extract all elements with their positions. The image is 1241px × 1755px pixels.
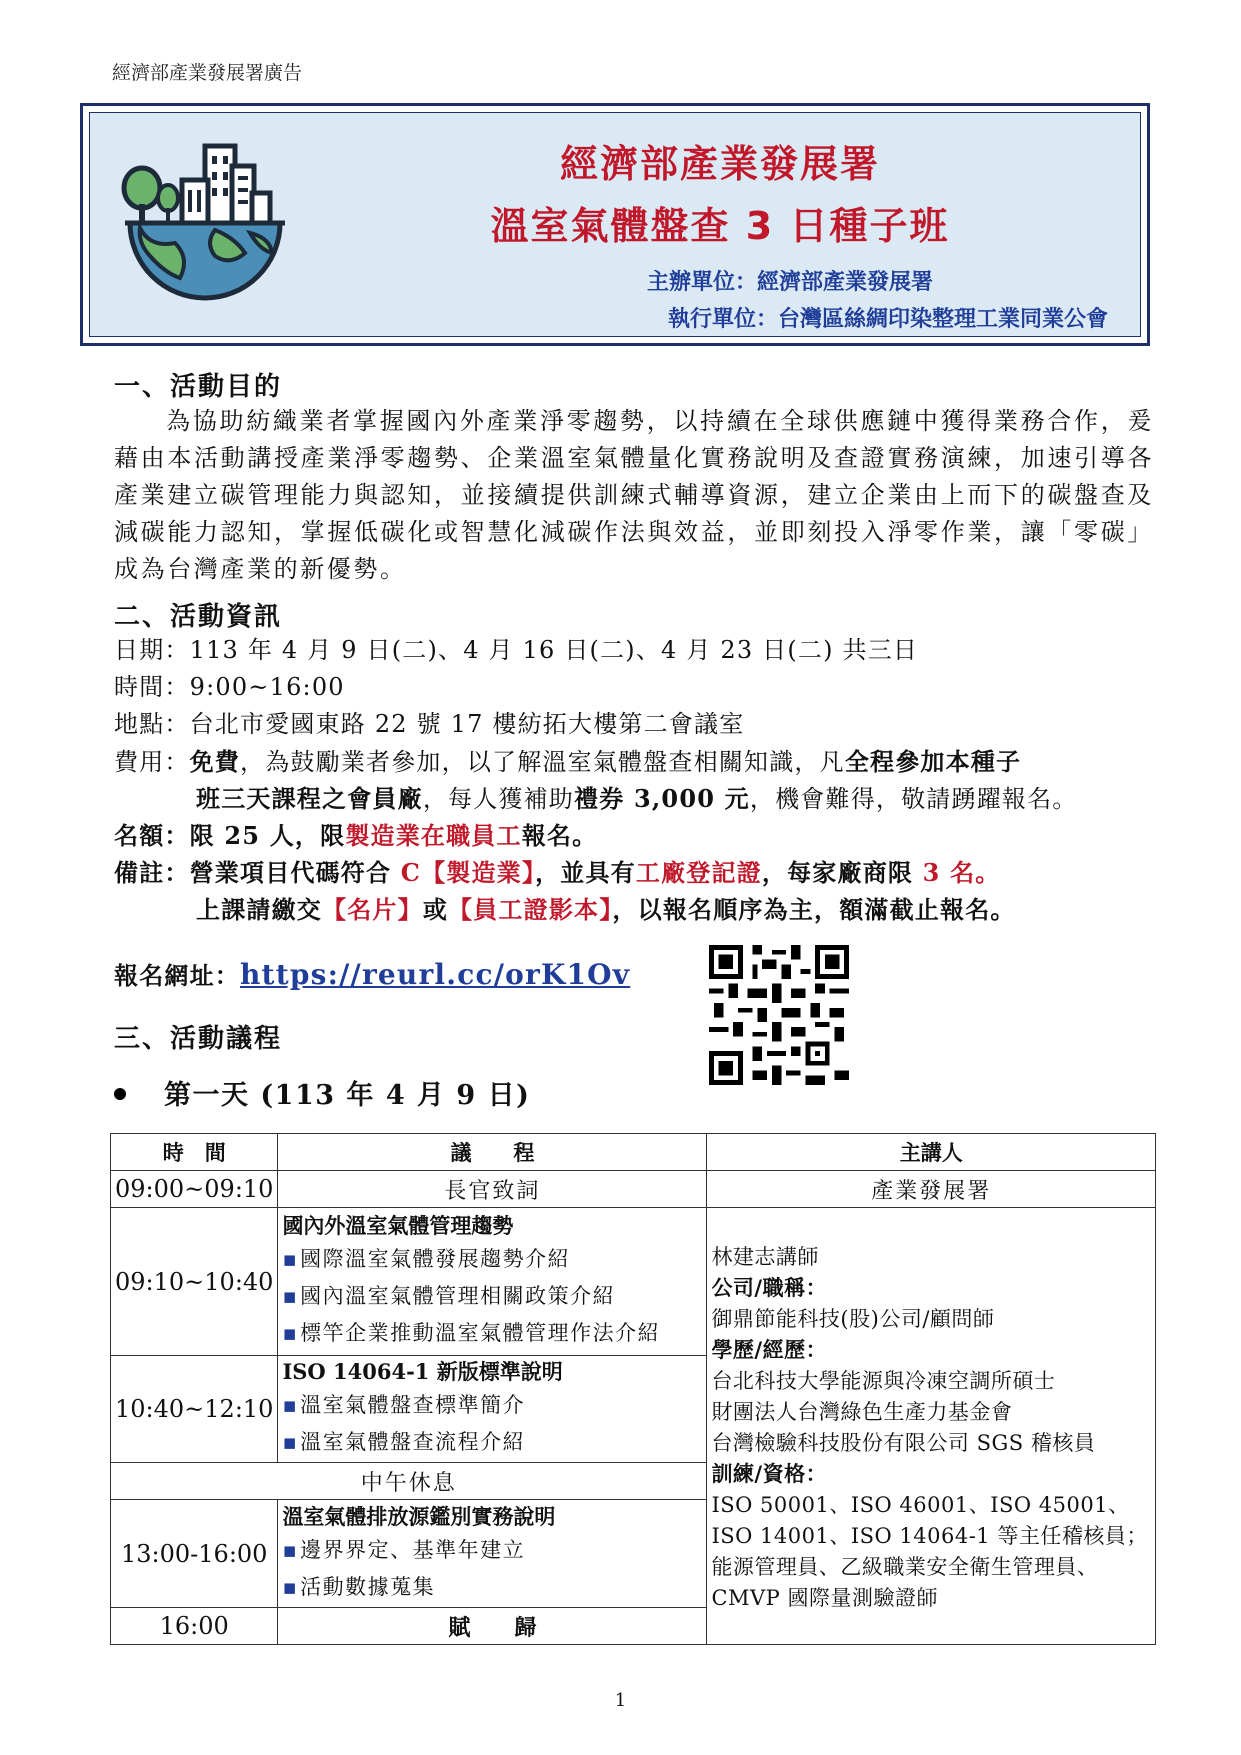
program-item-text: 活動數據蒐集: [300, 1574, 436, 1599]
header-program: 議 程: [278, 1134, 707, 1171]
section2-heading: 二、活動資訊: [114, 602, 283, 632]
event-remark-cont: [196, 891, 1016, 928]
remark-limit: 3 名。: [922, 858, 1001, 887]
section1-body: [114, 403, 1154, 588]
row-program: [278, 1500, 707, 1608]
table-header-row: [111, 1134, 1156, 1171]
row-program: 長官致詞: [278, 1171, 707, 1208]
row-time: 16:00: [111, 1608, 278, 1645]
quota-restriction: 製造業在職員工: [345, 821, 522, 850]
page-number: 1: [614, 1690, 627, 1711]
header-speaker: 主講人: [707, 1134, 1156, 1171]
day1-label: 第一天 (113 年 4 月 9 日): [164, 1080, 531, 1111]
event-fee-cont: [196, 780, 1078, 818]
program-item: ▪國際溫室氣體發展趨勢介紹: [282, 1247, 571, 1271]
section3-heading: 三、活動議程: [114, 1024, 283, 1054]
row-program: [278, 1208, 707, 1356]
row-speaker: 產業發展署: [707, 1171, 1156, 1208]
speaker-edu2: 財團法人台灣綠色生產力基金會: [711, 1400, 1013, 1424]
speaker-edu-label: 學歷/經歷：: [711, 1338, 828, 1362]
program-item-text: 溫室氣體盤查標準簡介: [300, 1393, 526, 1417]
remark-mid: ，並具有: [535, 858, 636, 887]
program-item-text: 標竿企業推動溫室氣體管理作法介紹: [300, 1321, 661, 1345]
speaker-company: 御鼎節能科技(股)公司/顧問師: [711, 1307, 995, 1331]
signup-label: 報名網址：: [114, 961, 240, 990]
remark-factory-cert: 工廠登記證: [635, 858, 762, 887]
table-row: [111, 1171, 1156, 1208]
event-quota: [114, 817, 597, 854]
organizer-unit: 主辦單位：經濟部產業發展署: [646, 270, 933, 295]
speaker-name: 林建志講師: [711, 1245, 819, 1269]
table-row: [111, 1208, 1156, 1356]
speaker-cert: ISO 50001、ISO 46001、ISO 45001、ISO 14001、ISO 14064-1 等主任稽核員；能源管理員、乙級職業安全衛生管理員、CMVP 國際量測驗證師: [711, 1493, 1148, 1610]
event-place: 地點：台北市愛國東路 22 號 17 樓紡拓大樓第二會議室: [114, 710, 745, 738]
program-item: ▪溫室氣體盤查標準簡介: [282, 1393, 526, 1417]
remark2-id: 【員工證影本】: [448, 895, 613, 924]
remark2-mid: 或: [422, 895, 449, 924]
program-item-text: 邊界界定、基準年建立: [300, 1537, 526, 1562]
program-item: ▪邊界界定、基準年建立: [282, 1537, 526, 1562]
remark-label: 備註：營業項目代碼符合: [114, 858, 401, 887]
fee-text3: ，機會難得，敬請踴躍報名。: [749, 785, 1078, 813]
program-item-text: 溫室氣體盤查流程介紹: [300, 1430, 526, 1454]
speaker-company-label: 公司/職稱：: [711, 1276, 828, 1300]
bullet-icon: [114, 1088, 126, 1100]
fee-condition-cont: 班三天課程之會員廠: [196, 784, 423, 813]
fee-text: ，為鼓勵業者參加，以了解溫室氣體盤查相關知識，凡: [240, 748, 845, 776]
qr-code-icon[interactable]: [709, 945, 849, 1085]
quota-end: 報名。: [521, 821, 598, 850]
speaker-info: [707, 1208, 1156, 1645]
row-time: 09:00~09:10: [111, 1171, 278, 1208]
program-item-text: 國際溫室氣體發展趨勢介紹: [300, 1247, 571, 1271]
row-time: 09:10~10:40: [111, 1208, 278, 1356]
program-item-text: 國內溫室氣體管理相關政策介紹: [300, 1284, 616, 1308]
remark2-start: 上課請繳交: [196, 895, 322, 924]
speaker-edu1: 台北科技大學能源與冷凍空調所碩士: [711, 1369, 1056, 1393]
speaker-cert-label: 訓練/資格：: [711, 1462, 828, 1486]
remark-mid2: ，每家廠商限: [761, 858, 923, 887]
row-time: 10:40~12:10: [111, 1356, 278, 1463]
program-item: ▪標竿企業推動溫室氣體管理作法介紹: [282, 1321, 661, 1345]
fee-free: 免費: [189, 747, 241, 776]
row-program: 賦 歸: [278, 1608, 707, 1645]
program-item: ▪活動數據蒐集: [282, 1574, 436, 1599]
event-date: 日期：113 年 4 月 9 日(二)、4 月 16 日(二)、4 月 23 日(二) 共三日: [114, 636, 919, 664]
section1-body-text: 為協助紡織業者掌握國內外產業淨零趨勢，以持續在全球供應鏈中獲得業務合作，爰藉由本活動講授產業淨零趨勢、企業溫室氣體量化實務說明及查證實務演練，加速引導各產業建立碳管理能力與認知，並接續提供訓練式輔導資源，建立企業由上而下的碳盤查及減碳能力認知，掌握低碳化或智慧化減碳作法與效益，並即刻投入淨零作業，讓「零碳」成為台灣產業的新優勢。: [114, 407, 1154, 583]
banner-title-line2: 溫室氣體盤查 3 日種子班: [490, 204, 950, 248]
fee-condition: 全程參加本種子: [844, 747, 1022, 776]
banner-title-line1: 經濟部產業發展署: [559, 142, 880, 186]
event-remark: [114, 854, 1001, 891]
program-title: 國內外溫室氣體管理趨勢: [282, 1213, 514, 1238]
program-item: ▪國內溫室氣體管理相關政策介紹: [282, 1284, 616, 1308]
quota-label: 名額：限 25 人，限: [114, 821, 346, 850]
program-title: 溫室氣體排放源鑑別實務說明: [282, 1503, 556, 1529]
program-item: ▪溫室氣體盤查流程介紹: [282, 1430, 526, 1454]
speaker-edu3: 台灣檢驗科技股份有限公司 SGS 稽核員: [711, 1431, 1096, 1455]
fee-text2: ，每人獲補助: [422, 785, 575, 813]
executor-unit: 執行單位：台灣區絲綢印染整理工業同業公會: [667, 307, 1108, 332]
fee-label: 費用：: [114, 748, 190, 776]
section1-heading: 一、活動目的: [114, 372, 283, 402]
signup-link[interactable]: https://reurl.cc/orK1Ov: [240, 958, 631, 991]
event-fee: [114, 743, 1021, 781]
remark-industry: C【製造業】: [400, 858, 536, 887]
row-time: 13:00-16:00: [111, 1500, 278, 1608]
event-time: 時間：9:00~16:00: [114, 673, 345, 701]
signup-line: [114, 956, 630, 994]
program-title: ISO 14064-1 新版標準說明: [282, 1359, 563, 1384]
remark2-card: 【名片】: [322, 895, 423, 924]
fee-voucher: 禮券 3,000 元: [574, 784, 750, 813]
day1-heading: [114, 1073, 530, 1112]
row-program: [278, 1356, 707, 1463]
agenda-table: [110, 1133, 1156, 1645]
remark2-end: ，以報名順序為主，額滿截止報名。: [612, 895, 1016, 924]
lunch-break: 中午休息: [111, 1463, 707, 1500]
title-banner: [80, 103, 1150, 346]
header-time: 時 間: [111, 1134, 278, 1171]
header-note: 經濟部產業發展署廣告: [112, 62, 303, 84]
